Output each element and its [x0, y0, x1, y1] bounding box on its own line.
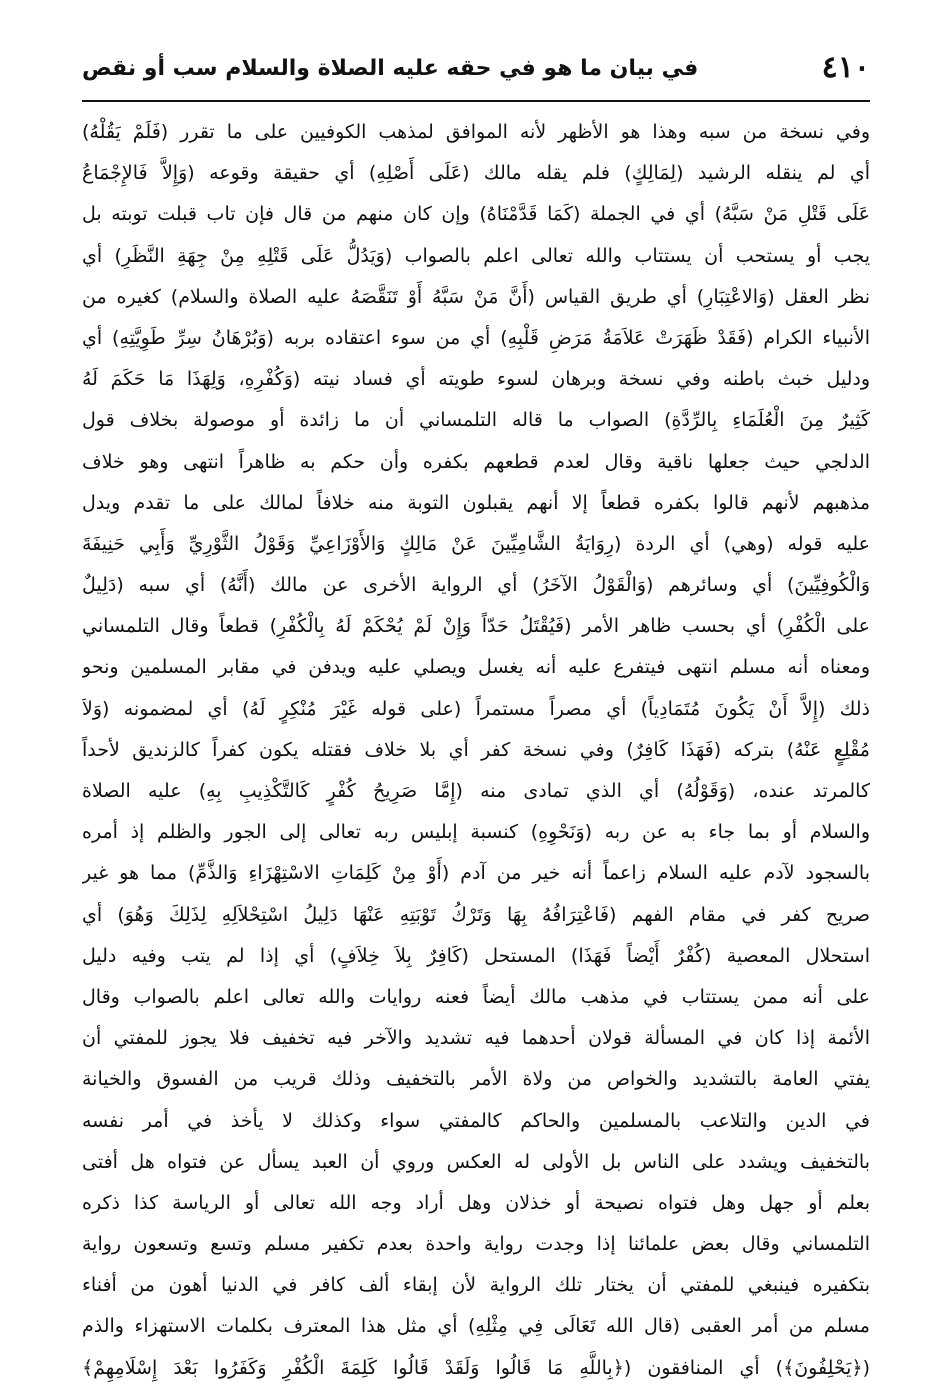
text-line: وَالْكُوفِيِّينَ) أي وسائرهم (وَالْقَوْلُ الآخَرُ) أي الرواية الأخرى عن مالك (أَنَّهُ) أي سبه (دَلِيلٌ [82, 574, 870, 597]
text-line: على أنه ممن يستتاب في مذهب مالك أيضاً فعنه روايات والله تعالى اعلم بالصواب وقال [82, 985, 870, 1008]
text-line: والسلام أو بما جاء به عن ربه (وَنَحْوِهِ) كنسبة إبليس ربه تعالى إلى الجور والظلم إذ أمره [82, 821, 870, 844]
text-line: في الدين والتلاعب بالمسلمين والحاكم كالمفتي سواء وكذلك لا يأخذ في أمر نفسه [82, 1109, 870, 1132]
text-line: صريح كفر في مقام الفهم (فَاعْتِرَافُهُ بِهَا وَتَرْكُ تَوْبَتِهِ عَنْهَا دَلِيلُ اسْتِحْلاَلِهِ لِذَلِكَ وَهُوَ) أي [82, 903, 870, 926]
text-line: (﴿يَحْلِفُونَ﴾) أي المنافقون (﴿بِاللَّهِ مَا قَالُوا وَلَقَدْ قَالُوا كَلِمَةَ الْكُفْرِ وَكَفَرُوا بَعْدَ إِسْلَامِهِمْ﴾ [82, 1356, 870, 1379]
page-number: ٤١٠ [821, 50, 870, 85]
text-line: عليه قوله (وهي) أي الردة (رِوَايَةُ الشَّامِيِّينَ عَنْ مَالِكٍ وَالأَوْزَاعِيِّ وَقَوْلُ الثَّوْرِيِّ وَأَبِي حَنِيفَةَ [82, 532, 870, 555]
text-line: مُقْلِعٍ عَنْهُ) بتركه (فَهَذَا كَافِرٌ) وفي نسخة كفر أي بلا خلاف فقتله يكون كفراً كالزنديق لأحداً [82, 738, 870, 761]
text-line: استحلال المعصية (كُفْرٌ أَيْضاً فَهَذَا) المستحل (كَافِرٌ بِلاَ خِلاَفٍ) أي إذا لم يتب وفيه دليل [82, 944, 870, 967]
text-line: بالتخفيف ويشدد على الناس بل الأولى له العكس وروي أن العبد يسأل عن فتواه هل أفتى [82, 1150, 870, 1173]
text-line: مسلم من أمر العقبى (قال الله تَعَالَى فِي مِثْلِهِ) أي مثل هذا المعترف بكلمات الاستهزاء والذم [82, 1315, 870, 1338]
text-line: نظر العقل (وَالاعْتِبَارِ) أي طريق القياس (أَنَّ مَنْ سَبَّهُ أَوْ تَنَقَّصَهُ عليه الصلاة والسلام) كغيره من [82, 285, 870, 308]
body-text [82, 112, 870, 1379]
text-line: ذلك (إِلاَّ أَنْ يَكُونَ مُتَمَادِياً) أي مصراً مستمراً (على قوله غَيْرَ مُنْكِرٍ لَهُ) أي لمضمونه (وَلاَ [82, 697, 870, 720]
text-line: بتكفيره فينبغي للمفتي أن يختار تلك الرواية لأن إبقاء ألف كافر في الدنيا أهون من أفناء [82, 1274, 870, 1297]
text-line: يجب أو يستحب أن يستتاب والله تعالى اعلم بالصواب (وَيَدُلُّ عَلَى قَتْلِهِ مِنْ جِهَةِ النَّظَرِ) أي [82, 244, 870, 267]
text-line: الأنبياء الكرام (فَقَدْ ظَهَرَتْ عَلاَمَةُ مَرَضِ قَلْبِهِ) أي من سوء اعتقاده بربه (وَبُرْهَانُ سِرِّ طَوِيَّتِهِ) أي [82, 326, 870, 349]
text-line: عَلَى قَتْلِ مَنْ سَبَّهُ) أي في الجملة (كَمَا قَدَّمْنَاهُ) وإن كان منهم من قال فإن تاب قبلت توبته بل [82, 203, 870, 226]
text-line: كَثِيرٌ مِنَ الْعُلَمَاءِ بِالرِّدَّةِ) الصواب ما قاله التلمساني أن ما زائدة أو موصولة بخلاف قول [82, 409, 870, 432]
text-line: على الْكُفْرِ) أي بحسب ظاهر الأمر (فَيُقْتَلُ حَدّاً وَإِنْ لَمْ يُحْكَمْ لَهُ بِالْكُفْرِ) قطعاً وقال التلمساني [82, 615, 870, 638]
text-line: كالمرتد عنده، (وَقَوْلُهُ) أي الذي تمادى منه (إِمَّا صَرِيحُ كُفْرٍ كَالتَّكْذِيبِ بِهِ) عليه الصلاة [82, 780, 870, 802]
text-line: بالسجود لآدم عليه السلام زاعماً أنه خير من آدم (أَوْ مِنْ كَلِمَاتِ الاسْتِهْزَاءِ وَالذَّمِّ) مما هو غير [82, 862, 870, 885]
header-rule [82, 100, 870, 102]
text-line: وفي نسخة من سبه وهذا هو الأظهر لأنه الموافق لمذهب الكوفيين على ما تقرر (فَلَمْ يَقُلْهُ) [82, 121, 870, 143]
text-line: الأئمة إذا كان في المسألة قولان أحدهما فيه تشديد والآخر فيه تخفيف فلا يجوز للمفتي أن [82, 1027, 870, 1050]
text-line: أي لم ينقله الرشيد (لِمَالِكٍ) فلم يقله مالك (عَلَى أَصْلِهِ) أي حقيقة وقوعه (وَإِلاَّ فَالإِجْمَاعُ [82, 162, 870, 185]
text-line: بعلم أو جهل وهل فتواه نصيحة أو خذلان وهل أراد وجه الله تعالى أو الرياسة كذا ذكره [82, 1191, 870, 1214]
running-title: في بيان ما هو في حقه عليه الصلاة والسلام سب أو نقص [82, 56, 699, 81]
text-line: الدلجي حيث جعلها ناقية وقال لعدم قطعهم بكفره وأن حكم به ظاهراً انتهى وهو خلاف [82, 450, 870, 473]
page-header [82, 42, 870, 102]
text-line: يفتي العامة بالتشديد والخواص من ولاة الأمر بالتخفيف وذلك قريب من الفسوق والخيانة [82, 1068, 870, 1091]
text-line: ومعناه أنه مسلم انتهى فيتفرع عليه أنه يغسل ويصلي عليه ويدفن في مقابر المسلمين ونحو [82, 656, 870, 679]
text-line: التلمساني وقال بعض علمائنا إذا وجدت رواية واحدة بعدم تكفير مسلم وتسع وتسعون رواية [82, 1233, 870, 1256]
text-line: ودليل خبث باطنه وفي نسخة وبرهان لسوء طويته أي فساد نيته (وَكُفْرِهِ، وَلِهَذَا مَا حَكَمَ لَهُ [82, 368, 870, 391]
text-line: مذهبهم لأنهم قالوا بكفره قطعاً إلا أنهم يقبلون التوبة منه خلافاً لمالك على ما تقدم ويدل [82, 491, 870, 514]
